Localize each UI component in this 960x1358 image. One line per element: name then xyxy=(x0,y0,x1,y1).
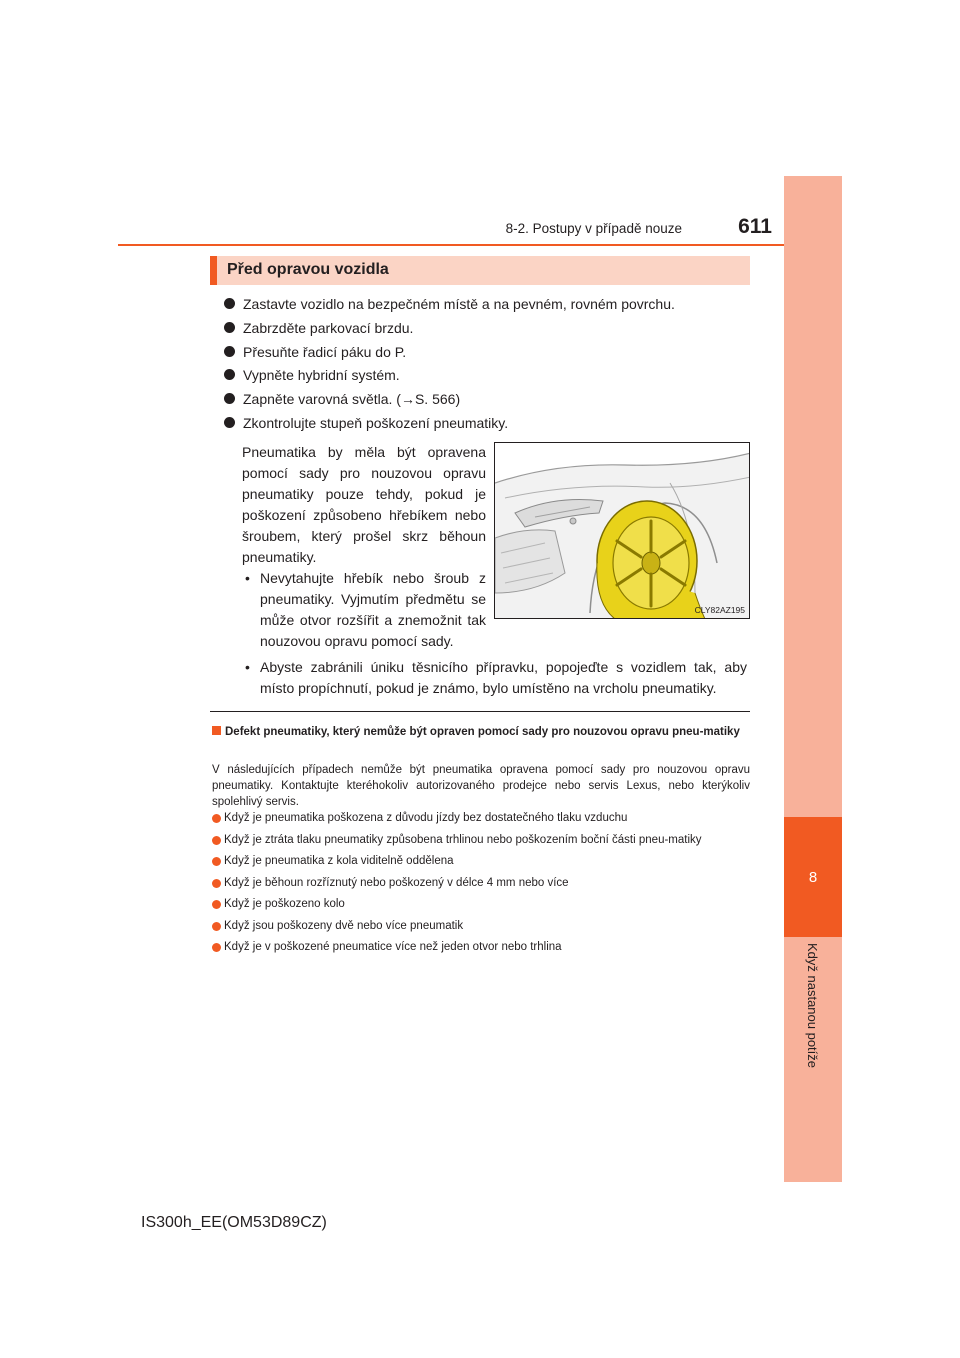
figure-code: CLY82AZ195 xyxy=(694,605,745,615)
orange-bullet-icon xyxy=(212,814,221,823)
header-section-title: 8-2. Postupy v případě nouze xyxy=(505,221,682,236)
orange-bullet-icon xyxy=(212,879,221,888)
page-reference-link[interactable]: Zapněte varovná světla. (→S. 566) xyxy=(243,391,461,408)
list-item: Když je pneumatika poškozena z důvodu jízdy bez dostatečného tlaku vzduchu xyxy=(212,811,752,826)
section-divider xyxy=(210,711,750,712)
car-front-wheel-icon xyxy=(495,443,750,619)
bullet-dot-icon xyxy=(224,322,235,333)
list-item: Když jsou poškozeny dvě nebo více pneumatik xyxy=(212,919,752,934)
orange-bullet-icon xyxy=(212,922,221,931)
unrepairable-cases-list xyxy=(212,811,752,962)
sub-bullet-item: • Nevytahujte hřebík nebo šroub z pneumatiky. Vyjmutím předmětu se může otvor rozšířit a znemožnit tak nouzovou opravu pomocí sady. xyxy=(245,570,486,649)
list-item: Přesuňte řadicí páku do P. xyxy=(224,343,754,367)
sub-bullet-marker: • xyxy=(245,570,250,586)
list-item: Když je poškozeno kolo xyxy=(212,897,752,912)
orange-square-icon xyxy=(212,726,221,735)
chapter-title-tab xyxy=(784,942,842,1068)
bullet-dot-icon xyxy=(224,393,235,404)
note-heading: Defekt pneumatiky, který nemůže být opraven pomocí sady pro nouzovou opravu pneu-matiky xyxy=(212,725,752,739)
list-item: Vypněte hybridní systém. xyxy=(224,366,754,390)
bullet-dot-icon xyxy=(224,298,235,309)
section-heading xyxy=(210,256,750,285)
list-item: Když je ztráta tlaku pneumatiky způsobena trhlinou nebo poškozením boční části pneu-matiky xyxy=(212,833,752,848)
sub-bullet-marker: • xyxy=(245,659,250,675)
list-item: Když je běhoun rozříznutý nebo poškozený v délce 4 mm nebo více xyxy=(212,876,752,891)
list-item: Zabrzděte parkovací brzdu. xyxy=(224,319,754,343)
orange-bullet-icon xyxy=(212,857,221,866)
footer-model-code: IS300h_EE(OM53D89CZ) xyxy=(141,1214,327,1231)
bullet-dot-icon xyxy=(224,417,235,428)
note-body: V následujících případech nemůže být pneumatika opravena pomocí sady pro nouzovou opravu pneumatiky. Kontaktujte kteréhokoliv autorizovaného prodejce nebo servis Lexus, nebo kterýkoliv spolehlivý servis. xyxy=(212,764,750,808)
list-item: Zkontrolujte stupeň poškození pneumatiky. xyxy=(224,414,754,438)
list-item: Když je v poškozené pneumatice více než jeden otvor nebo trhlina xyxy=(212,940,752,955)
list-item xyxy=(224,390,754,414)
list-item: Zastavte vozidlo na bezpečném místě a na pevném, rovném povrchu. xyxy=(224,295,754,319)
car-wheel-illustration xyxy=(494,442,750,619)
chapter-title: Když nastanou potíže xyxy=(805,942,821,1068)
page-number: 611 xyxy=(738,215,772,238)
section-heading-text: Před opravou vozidla xyxy=(227,261,389,278)
tire-damage-paragraph: Pneumatika by měla být opravena pomocí sady pro nouzovou opravu pneumatiky pouze tehdy, pokud je poškození způsobeno hřebíkem nebo šroubem, který prošel skrz běhoun pneumatiky. xyxy=(242,444,486,565)
header-rule xyxy=(118,244,784,246)
preparation-steps-list xyxy=(224,295,754,438)
bullet-dot-icon xyxy=(224,346,235,357)
orange-bullet-icon xyxy=(212,943,221,952)
bullet-dot-icon xyxy=(224,369,235,380)
sub-bullet-item: • Abyste zabránili úniku těsnicího přípravku, popojeďte s vozidlem tak, aby místo propíchnutí, pokud je známo, bylo umístěno na vrcholu pneumatiky. xyxy=(245,659,747,696)
list-item: Když je pneumatika z kola viditelně oddělena xyxy=(212,854,752,869)
chapter-number: 8 xyxy=(808,868,818,886)
chapter-number-tab[interactable] xyxy=(784,817,842,937)
orange-bullet-icon xyxy=(212,836,221,845)
orange-bullet-icon xyxy=(212,900,221,909)
